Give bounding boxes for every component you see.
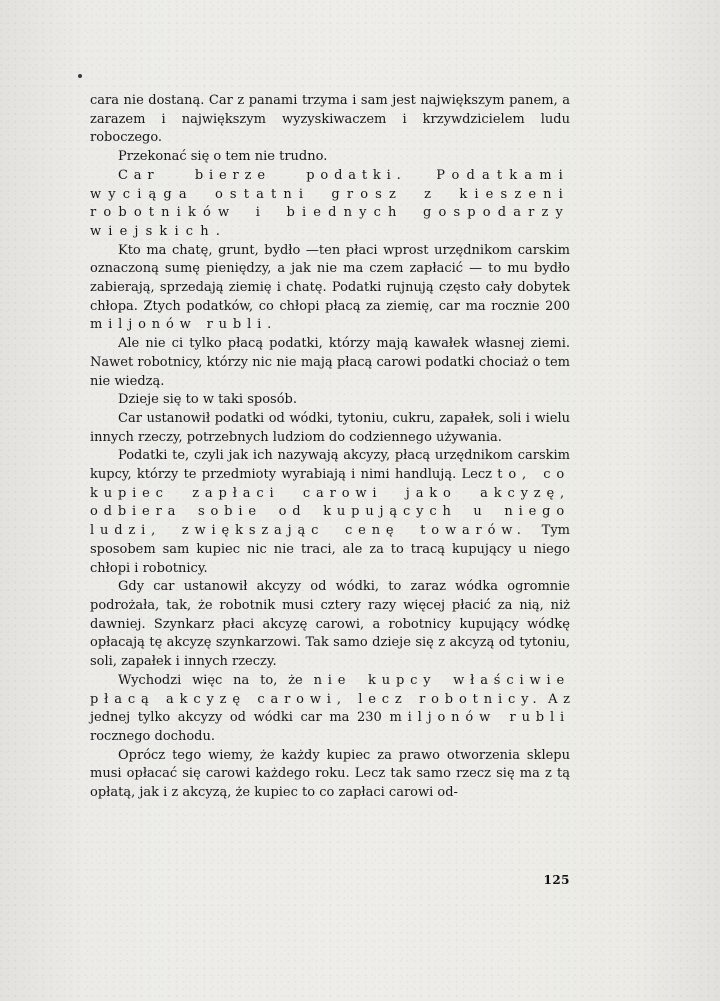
paragraph-2: Przekonać się o tem nie trudno. xyxy=(118,149,328,165)
ink-speck xyxy=(78,74,82,78)
paragraph-9: Gdy car ustanowił akcyzy od wódki, to zaraz wódka ogromnie podrożała, tak, że robotnik musi cztery razy więcej płacić za nią, niż dawniej. Szynkarz płaci akcyzę carowi, a robotnicy kupujący wódkę opłacają tę akcyzę szynkarzowi. Tak samo dzieje się z akcyzą od tytoniu, soli, zapałek i innych rzeczy. xyxy=(90,579,570,670)
paragraph-7: Car ustanowił podatki od wódki, tytoniu, cukru, zapałek, soli i wielu innych rzeczy, potrzebnych ludziom do codziennego używania. xyxy=(90,410,570,445)
paragraph-11: Oprócz tego wiemy, że każdy kupiec za prawo otworzenia sklepu musi opłacać się carowi każdego roku. Lecz tak samo rzecz się ma z tą opłatą, jak i z akcyzą, że kupiec to co zapłaci carowi od- xyxy=(90,747,570,801)
paragraph-10: Wychodzi więc na to, że nie kupcy właściwie płacą akcyzę carowi, lecz robotnicy. A z jednej tylko akcyzy od wódki car ma 230 miljonów rubli rocznego dochodu. xyxy=(90,672,570,744)
paragraph-8: Podatki te, czyli jak ich nazywają akcyzy, płacą urzędnikom carskim kupcy, którzy te przedmioty wyrabiają i nimi handlują. Lecz to, co kupiec zapłaci carowi jako akcyzę, odbiera sobie od kupujących u niego ludzi, zwiększając cenę towarów. Tym sposobem sam kupiec nic nie traci, ale za to tracą kupujący u niego chłopi i robotnicy. xyxy=(90,448,570,576)
paragraph-4: Kto ma chatę, grunt, bydło —ten płaci wprost urzędnikom carskim oznaczoną sumę pieniędzy, a jak nie ma czem zapłacić — to mu bydło zabierają, sprzedają ziemię i chatę. Podatki rujnują często cały dobytek chłopa. Ztych podatków, co chłopi płacą za ziemię, car ma rocznie 200 miljonów rubli. xyxy=(90,242,570,333)
paragraph-5: Ale nie ci tylko płacą podatki, którzy mają kawałek własnej ziemi. Nawet robotnicy, którzy nic nie mają płacą carowi podatki chociaż o tem nie wiedzą. xyxy=(90,336,570,389)
paragraph-6: Dzieje się to w taki sposób. xyxy=(118,392,297,408)
page-number: 125 xyxy=(543,873,570,887)
paragraph-1: cara nie dostaną. Car z panami trzyma i sam jest największym panem, a zarazem i największym wyzyskiwaczem i krzywdzicielem ludu roboczego. xyxy=(90,93,570,146)
paragraph-3: Car bierze podatki. Podatkami wyciąga ostatni grosz z kieszeni robotników i biednych gospodarzy wiejskich. xyxy=(90,167,570,239)
page-body xyxy=(90,92,570,803)
